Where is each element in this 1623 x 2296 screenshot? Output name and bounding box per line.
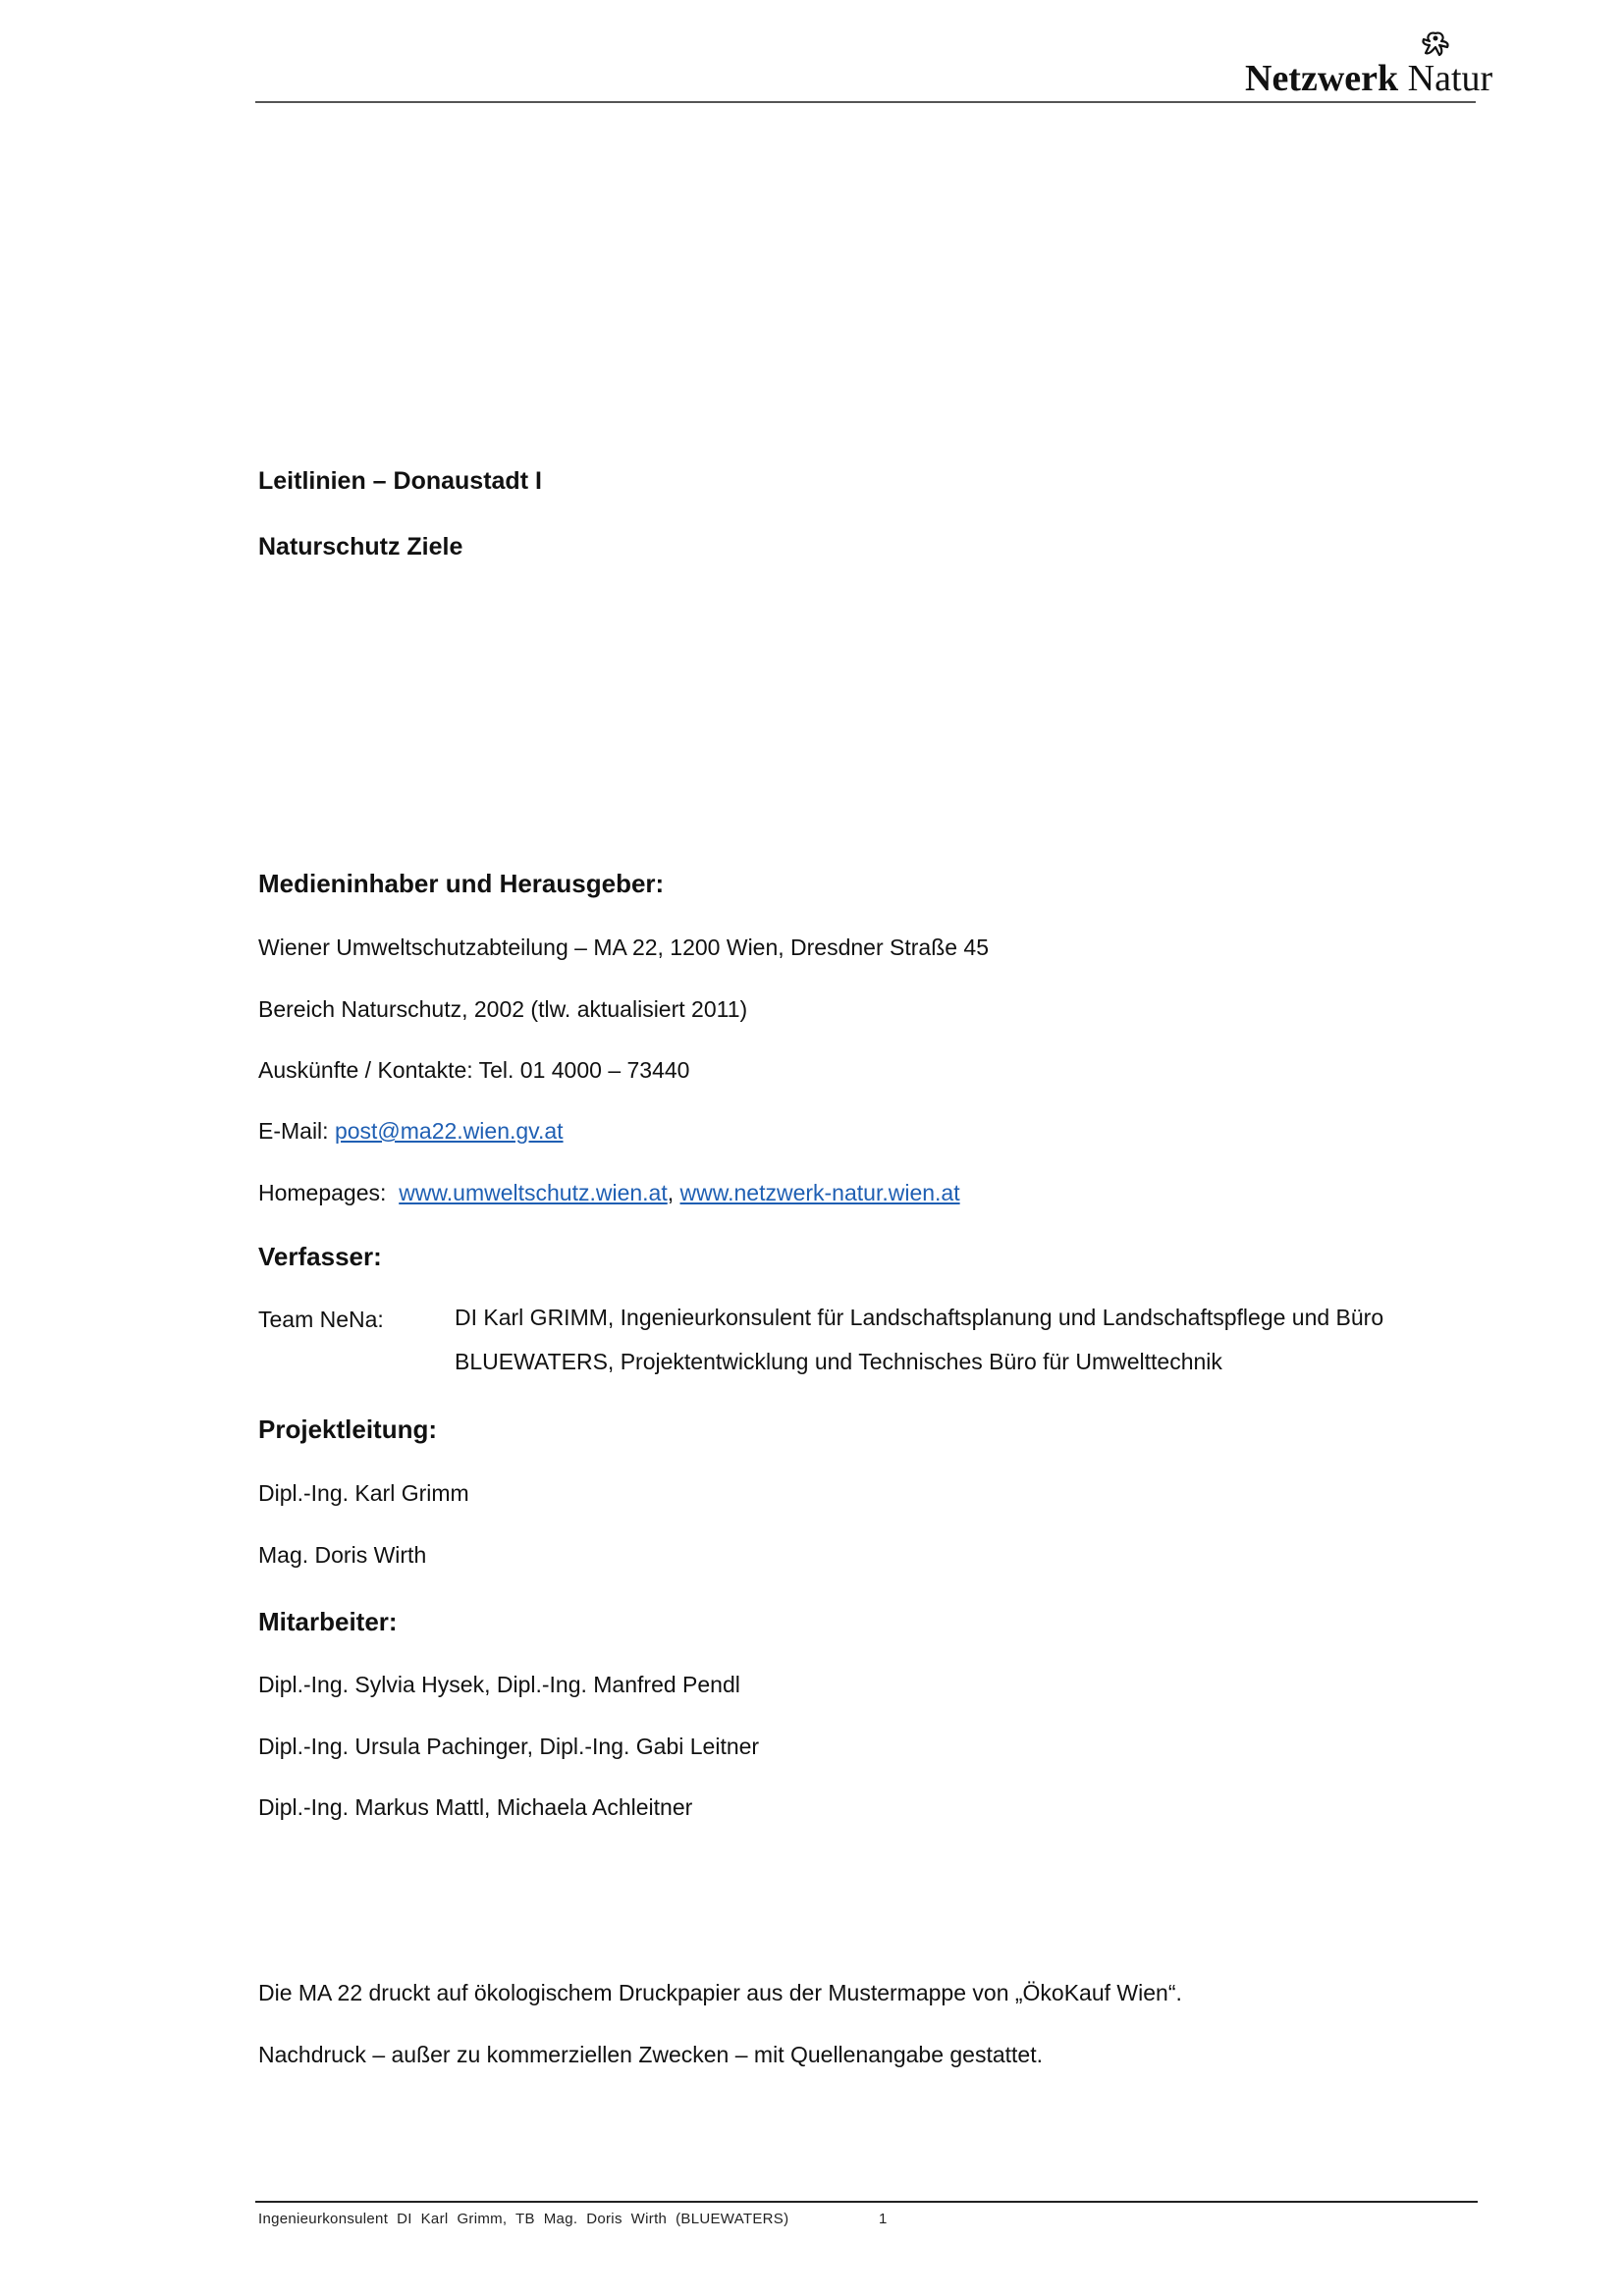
publisher-heading: Medieninhaber und Herausgeber:	[258, 869, 665, 898]
staff-names: Dipl.-Ing. Ursula Pachinger, Dipl.-Ing. Gabi Leitner	[258, 1734, 760, 1759]
homepage-link-umweltschutz[interactable]: www.umweltschutz.wien.at	[399, 1180, 668, 1205]
footer-credit: Ingenieurkonsulent DI Karl Grimm, TB Mag. Doris Wirth (BLUEWATERS)	[258, 2211, 789, 2227]
publisher-line: Bereich Naturschutz, 2002 (tlw. aktualisiert 2011)	[258, 996, 748, 1022]
lead-name: Dipl.-Ing. Karl Grimm	[258, 1480, 469, 1506]
team-description	[455, 1296, 1436, 1384]
homepage-separator: ,	[667, 1180, 680, 1205]
staff-heading: Mitarbeiter:	[258, 1607, 398, 1636]
logo-regular-text: Natur	[1407, 58, 1493, 99]
publisher-line: Auskünfte / Kontakte: Tel. 01 4000 – 73440	[258, 1057, 690, 1083]
publisher-line: Wiener Umweltschutzabteilung – MA 22, 1200 Wien, Dresdner Straße 45	[258, 934, 990, 960]
email-link[interactable]: post@ma22.wien.gv.at	[334, 1118, 564, 1144]
staff-names: Dipl.-Ing. Sylvia Hysek, Dipl.-Ing. Manfred Pendl	[258, 1672, 740, 1697]
document-subtitle: Naturschutz Ziele	[258, 533, 463, 561]
lead-name: Mag. Doris Wirth	[258, 1542, 427, 1568]
authors-heading: Verfasser:	[258, 1242, 382, 1271]
netzwerk-natur-logo	[1245, 29, 1493, 100]
logo-wordmark	[1245, 57, 1492, 100]
email-label: E-Mail:	[258, 1118, 335, 1144]
document-title: Leitlinien – Donaustadt I	[258, 467, 542, 495]
homepage-link-netzwerk-natur[interactable]: www.netzwerk-natur.wien.at	[679, 1180, 960, 1205]
homepages-line	[258, 1180, 960, 1206]
project-lead-heading: Projektleitung:	[258, 1415, 438, 1444]
team-line: BLUEWATERS, Projektentwicklung und Technisches Büro für Umwelttechnik	[455, 1349, 1222, 1374]
team-label: Team NeNa:	[258, 1307, 384, 1332]
homepages-label: Homepages:	[258, 1180, 400, 1205]
paper-note: Die MA 22 druckt auf ökologischem Druckpapier aus der Mustermappe von „ÖkoKauf Wien“.	[258, 1980, 1182, 2005]
footer-divider	[255, 2201, 1478, 2203]
page-number: 1	[879, 2211, 888, 2227]
header-divider	[255, 101, 1476, 103]
email-line	[258, 1118, 564, 1145]
reprint-note: Nachdruck – außer zu kommerziellen Zwecken – mit Quellenangabe gestattet.	[258, 2042, 1044, 2067]
logo-bold-text: Netzwerk	[1245, 58, 1399, 99]
team-line: DI Karl GRIMM, Ingenieurkonsulent für Landschaftsplanung und Landschaftspflege und Büro	[455, 1305, 1384, 1330]
staff-names: Dipl.-Ing. Markus Mattl, Michaela Achleitner	[258, 1794, 693, 1820]
